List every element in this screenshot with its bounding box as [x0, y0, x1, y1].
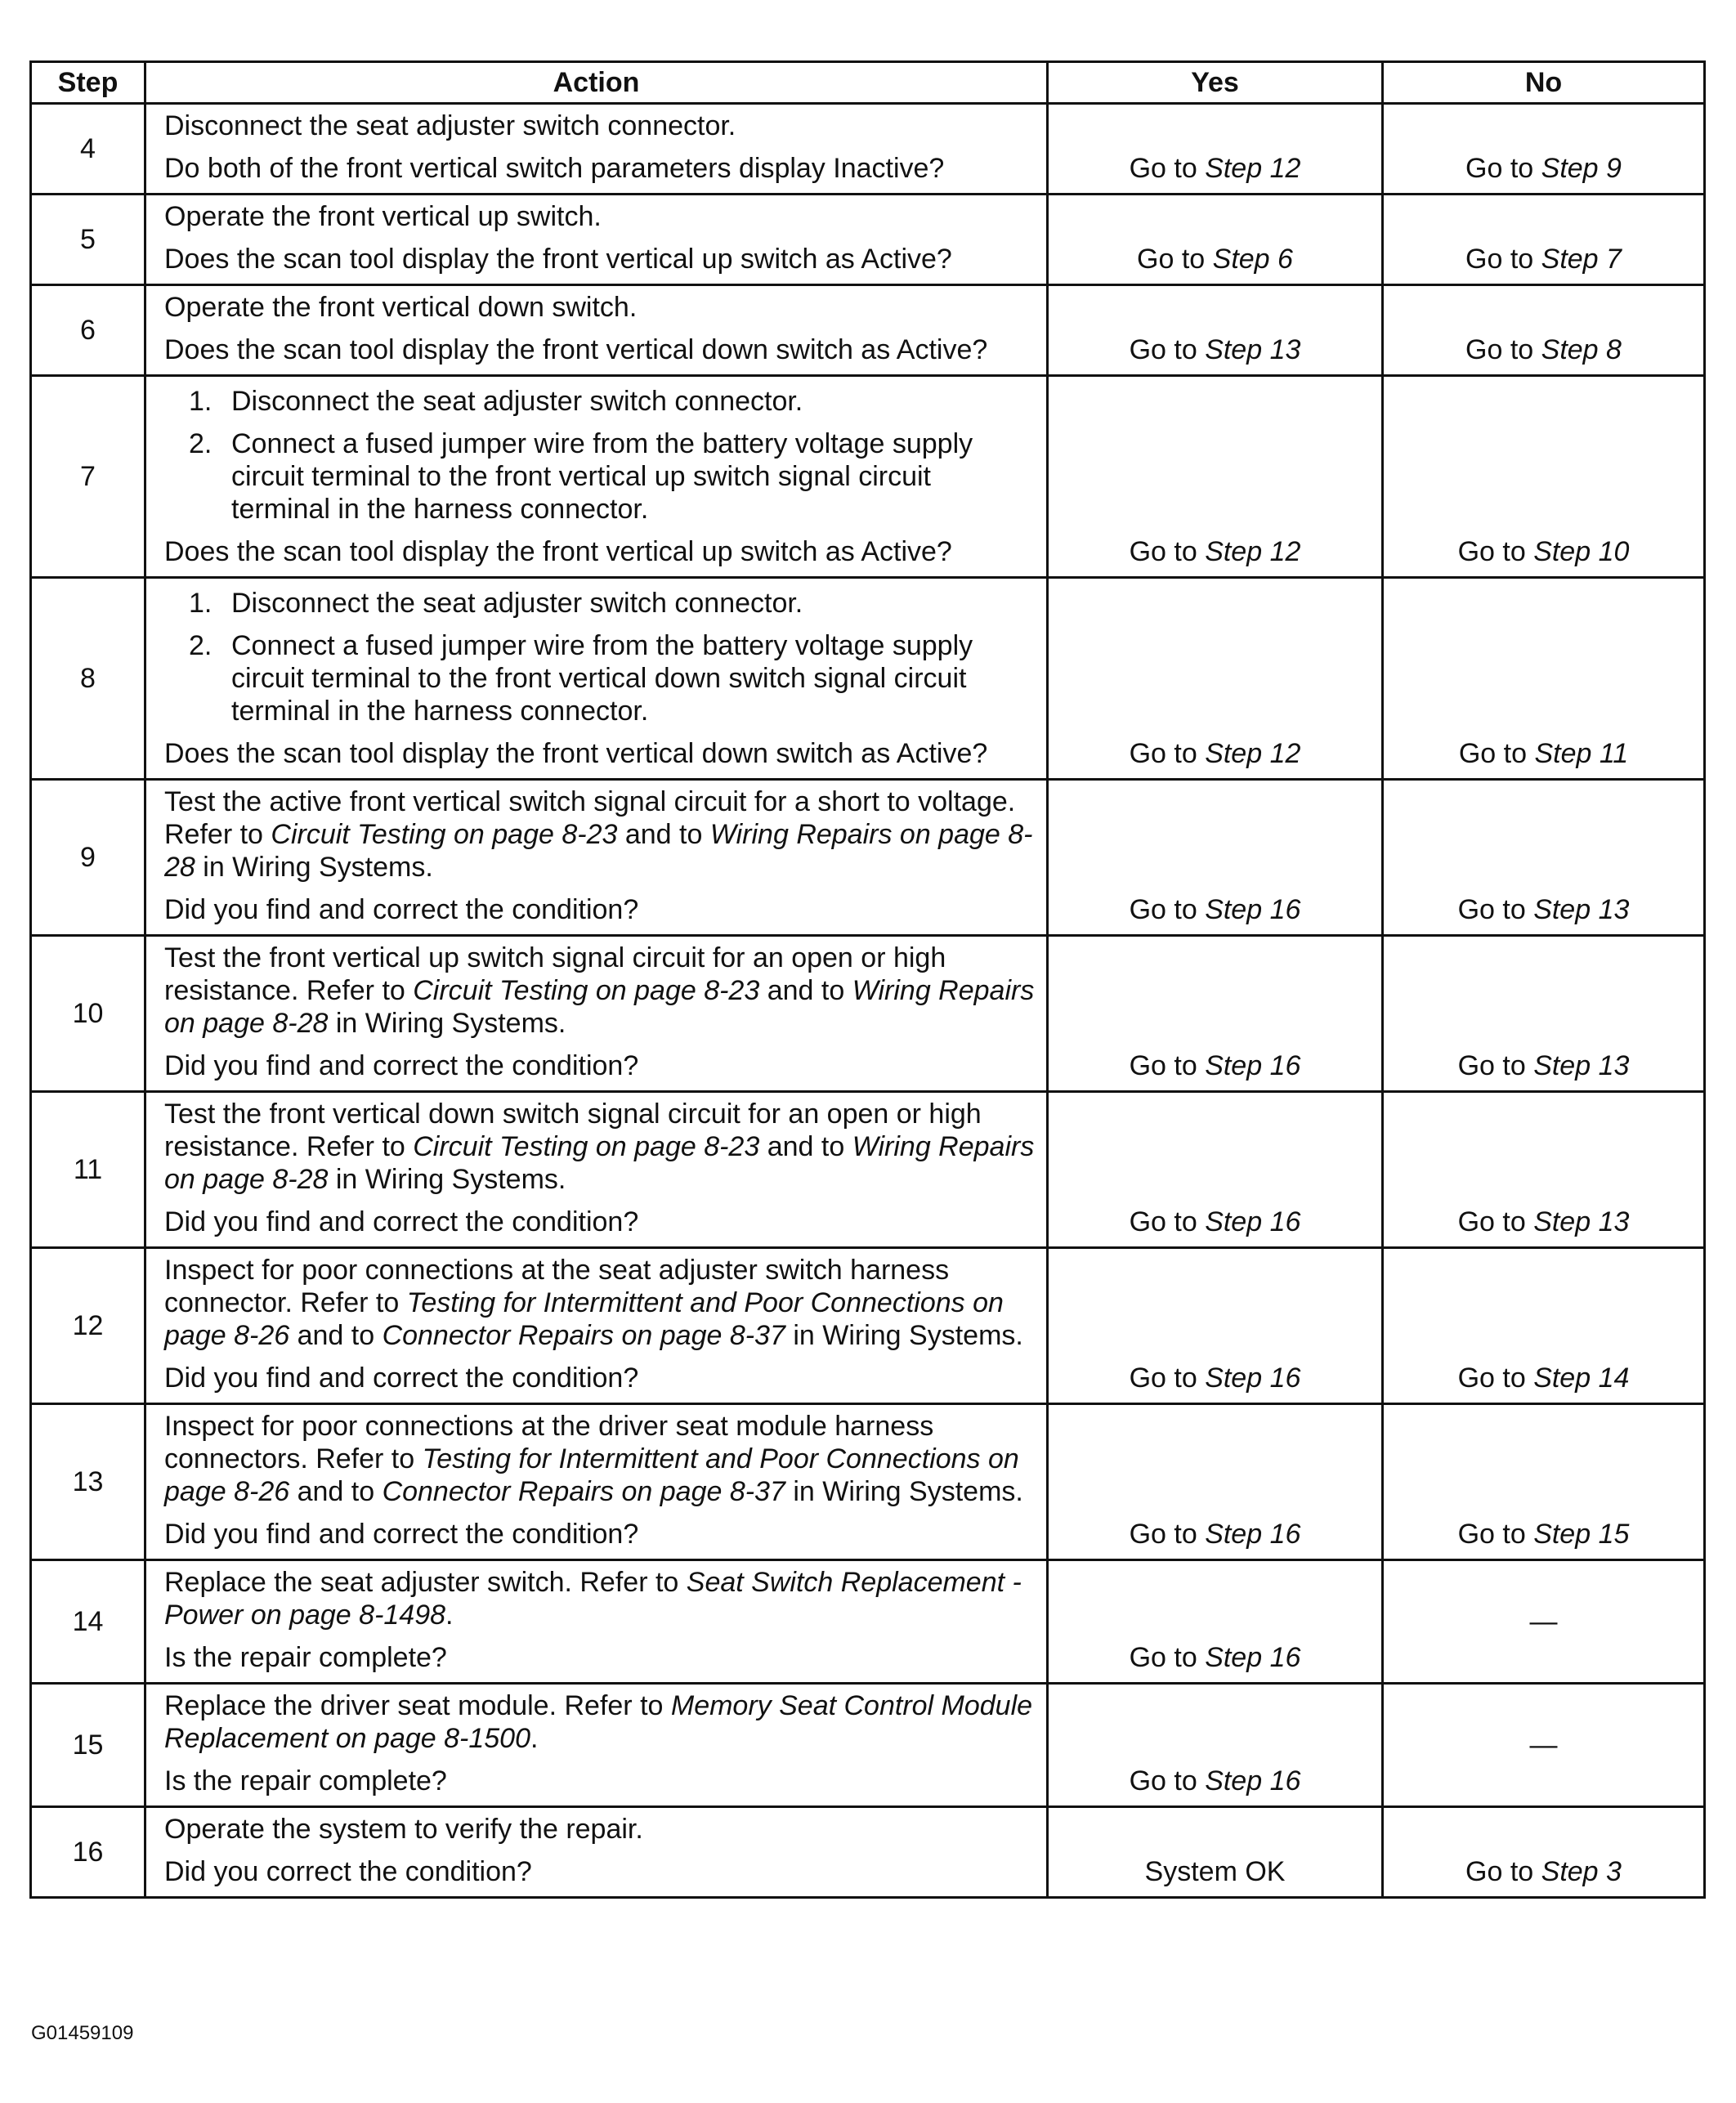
no-result-text: Go to: [1457, 1362, 1534, 1394]
action-text: and to: [289, 1320, 383, 1351]
table-row: [31, 104, 1705, 195]
no-result-text: Go to: [1457, 894, 1534, 925]
action-text: and to: [759, 975, 852, 1006]
no-result-text: —: [1529, 1606, 1558, 1637]
action-text: Operate the front vertical up switch.: [164, 201, 602, 232]
table-row: [31, 780, 1705, 936]
no-result-text: Go to: [1465, 1856, 1541, 1887]
substep-list: [164, 587, 1036, 727]
action-text: Replace the driver seat module. Refer to: [164, 1690, 671, 1721]
action-text: Did you find and correct the condition?: [164, 1362, 639, 1394]
action-text: and to: [759, 1131, 852, 1162]
action-cell: [145, 578, 1048, 780]
yes-result-text: Go to: [1129, 738, 1206, 769]
no-result: [1383, 1807, 1705, 1898]
cross-reference: Wiring Repairs on page 8-28: [164, 1131, 1035, 1195]
cross-reference: Seat Switch Replacement - Power on page 8-1498: [164, 1567, 1022, 1631]
yes-result-text: Go to: [1129, 334, 1206, 365]
substep-list: [164, 385, 1036, 526]
no-step-link[interactable]: Step 15: [1533, 1519, 1630, 1550]
yes-result: [1048, 285, 1383, 376]
table-row: [31, 376, 1705, 578]
action-text: Inspect for poor connections at the driver seat module harness connectors. Refer to: [164, 1411, 934, 1474]
yes-step-link[interactable]: Step 16: [1205, 894, 1301, 925]
action-text: Is the repair complete?: [164, 1765, 447, 1796]
yes-result: [1048, 936, 1383, 1092]
action-paragraph: [164, 1410, 1036, 1508]
table-row: [31, 1404, 1705, 1560]
yes-result: [1048, 1248, 1383, 1404]
no-result: [1383, 936, 1705, 1092]
action-paragraph: [164, 1206, 1036, 1238]
no-result-text: Go to: [1465, 153, 1541, 184]
action-text: Inspect for poor connections at the seat adjuster switch harness connector. Refer to: [164, 1255, 950, 1318]
yes-step-link[interactable]: Step 12: [1205, 536, 1301, 567]
no-step-link[interactable]: Step 13: [1533, 894, 1630, 925]
table-row: [31, 1092, 1705, 1248]
action-text: Does the scan tool display the front vertical up switch as Active?: [164, 244, 952, 275]
no-result: [1383, 1092, 1705, 1248]
substep-item: [164, 427, 1036, 526]
action-text: and to: [289, 1476, 383, 1507]
yes-result: [1048, 1092, 1383, 1248]
action-paragraph: [164, 333, 1036, 366]
cross-reference: Wiring Repairs on page 8-28: [164, 975, 1035, 1039]
no-result-text: Go to: [1457, 1206, 1534, 1237]
step-number: 11: [31, 1092, 145, 1248]
action-paragraph: [164, 893, 1036, 926]
diagnostic-table: [29, 60, 1706, 1899]
cross-reference: Testing for Intermittent and Poor Connections on page 8-26: [164, 1287, 1004, 1351]
yes-result-text: Go to: [1129, 1765, 1206, 1796]
action-paragraph: [164, 152, 1036, 185]
action-paragraph: [164, 110, 1036, 142]
cross-reference: Wiring Repairs on page 8-28: [164, 819, 1033, 883]
yes-result: [1048, 578, 1383, 780]
action-text: in Wiring Systems.: [328, 1008, 566, 1039]
action-paragraph: [164, 1689, 1036, 1755]
action-text: Connect a fused jumper wire from the battery voltage supply circuit terminal to the front vertical up switch signal circuit terminal in the harness connector.: [231, 428, 973, 525]
no-result-text: Go to: [1465, 244, 1541, 275]
cross-reference: Circuit Testing on page 8-23: [413, 1131, 760, 1162]
action-cell: [145, 1248, 1048, 1404]
no-result-text: Go to: [1457, 1519, 1534, 1550]
substep-item: [164, 385, 1036, 418]
yes-step-link[interactable]: Step 16: [1205, 1765, 1301, 1796]
no-step-link[interactable]: Step 11: [1534, 738, 1629, 769]
action-text: Did you find and correct the condition?: [164, 1519, 639, 1550]
action-paragraph: [164, 200, 1036, 233]
step-number: 12: [31, 1248, 145, 1404]
yes-result: [1048, 780, 1383, 936]
action-paragraph: [164, 942, 1036, 1040]
action-cell: [145, 1684, 1048, 1807]
yes-result-text: Go to: [1129, 1050, 1206, 1081]
header-no: No: [1383, 62, 1705, 104]
yes-step-link[interactable]: Step 12: [1205, 738, 1301, 769]
yes-step-link[interactable]: Step 6: [1212, 244, 1293, 275]
no-result: [1383, 1684, 1705, 1807]
action-cell: [145, 285, 1048, 376]
action-text: Does the scan tool display the front vertical down switch as Active?: [164, 334, 988, 365]
no-result: [1383, 578, 1705, 780]
cross-reference: Circuit Testing on page 8-23: [271, 819, 618, 850]
yes-step-link[interactable]: Step 12: [1205, 153, 1301, 184]
yes-result: [1048, 1560, 1383, 1684]
action-cell: [145, 195, 1048, 285]
no-step-link[interactable]: Step 3: [1541, 1856, 1622, 1887]
no-result: [1383, 104, 1705, 195]
yes-result-text: Go to: [1129, 536, 1206, 567]
substep-number: 1.: [189, 588, 213, 619]
cross-reference: Connector Repairs on page 8-37: [382, 1476, 785, 1507]
table-row: [31, 1807, 1705, 1898]
action-paragraph: [164, 243, 1036, 275]
substep-number: 1.: [189, 386, 213, 417]
action-paragraph: [164, 785, 1036, 884]
no-result: [1383, 195, 1705, 285]
substep-number: 2.: [189, 428, 213, 459]
step-number: 7: [31, 376, 145, 578]
substep-number: 2.: [189, 630, 213, 661]
table-row: [31, 1560, 1705, 1684]
action-text: Did you correct the condition?: [164, 1856, 532, 1887]
yes-result-text: Go to: [1129, 1206, 1206, 1237]
no-result: [1383, 1404, 1705, 1560]
action-text: Did you find and correct the condition?: [164, 1050, 639, 1081]
action-text: and to: [617, 819, 710, 850]
no-result-text: Go to: [1457, 536, 1534, 567]
action-text: Disconnect the seat adjuster switch connector.: [164, 110, 736, 141]
step-number: 4: [31, 104, 145, 195]
action-text: Did you find and correct the condition?: [164, 894, 639, 925]
action-text: Did you find and correct the condition?: [164, 1206, 639, 1237]
action-text: Does the scan tool display the front vertical down switch as Active?: [164, 738, 988, 769]
action-text: Is the repair complete?: [164, 1642, 447, 1673]
table-header-row: [31, 62, 1705, 104]
table-row: [31, 578, 1705, 780]
yes-step-link[interactable]: Step 16: [1205, 1642, 1301, 1673]
step-number: 16: [31, 1807, 145, 1898]
action-text: Operate the front vertical down switch.: [164, 292, 638, 323]
action-cell: [145, 1404, 1048, 1560]
action-text: in Wiring Systems.: [195, 852, 433, 883]
no-result-text: Go to: [1457, 1050, 1534, 1081]
action-paragraph: [164, 1855, 1036, 1888]
cross-reference: Circuit Testing on page 8-23: [413, 975, 760, 1006]
action-text: Disconnect the seat adjuster switch connector.: [231, 386, 803, 417]
yes-result-text: Go to: [1129, 1362, 1206, 1394]
action-paragraph: [164, 1765, 1036, 1797]
step-number: 5: [31, 195, 145, 285]
no-result: [1383, 1248, 1705, 1404]
yes-result-text: Go to: [1129, 1642, 1206, 1673]
action-paragraph: [164, 1566, 1036, 1631]
yes-step-link[interactable]: Step 13: [1205, 334, 1301, 365]
action-paragraph: [164, 535, 1036, 568]
step-number: 14: [31, 1560, 145, 1684]
action-cell: [145, 1560, 1048, 1684]
table-row: [31, 936, 1705, 1092]
action-text: in Wiring Systems.: [785, 1476, 1023, 1507]
cross-reference: Memory Seat Control Module Replacement on page 8-1500: [164, 1690, 1033, 1754]
action-cell: [145, 936, 1048, 1092]
action-paragraph: [164, 737, 1036, 770]
yes-result: [1048, 104, 1383, 195]
action-text: Test the front vertical up switch signal circuit for an open or high resistance. Refer to: [164, 942, 946, 1006]
action-paragraph: [164, 1254, 1036, 1352]
no-result: [1383, 285, 1705, 376]
yes-result-text: Go to: [1129, 1519, 1206, 1550]
step-number: 9: [31, 780, 145, 936]
yes-result: [1048, 1807, 1383, 1898]
no-result: [1383, 780, 1705, 936]
yes-step-link[interactable]: Step 16: [1205, 1519, 1301, 1550]
action-text: .: [530, 1723, 539, 1754]
substep-item: [164, 587, 1036, 620]
step-number: 15: [31, 1684, 145, 1807]
no-step-link[interactable]: Step 8: [1541, 334, 1622, 365]
table-body: [31, 104, 1705, 1898]
step-number: 6: [31, 285, 145, 376]
action-text: Does the scan tool display the front vertical up switch as Active?: [164, 536, 952, 567]
action-paragraph: [164, 1813, 1036, 1846]
yes-result: [1048, 376, 1383, 578]
yes-result: [1048, 1684, 1383, 1807]
action-text: .: [445, 1600, 454, 1631]
action-cell: [145, 376, 1048, 578]
no-step-link[interactable]: Step 10: [1533, 536, 1630, 567]
yes-result: [1048, 195, 1383, 285]
table-row: [31, 285, 1705, 376]
no-step-link[interactable]: Step 7: [1541, 244, 1622, 275]
no-result: [1383, 376, 1705, 578]
yes-result-text: Go to: [1137, 244, 1213, 275]
yes-result: [1048, 1404, 1383, 1560]
step-number: 10: [31, 936, 145, 1092]
no-result: [1383, 1560, 1705, 1684]
cross-reference: Testing for Intermittent and Poor Connections on page 8-26: [164, 1443, 1019, 1507]
action-paragraph: [164, 291, 1036, 324]
no-step-link[interactable]: Step 14: [1533, 1362, 1630, 1394]
action-text: Do both of the front vertical switch parameters display Inactive?: [164, 153, 945, 184]
action-paragraph: [164, 1641, 1036, 1674]
action-text: Test the active front vertical switch signal circuit for a short to voltage. Refer to: [164, 786, 1016, 850]
action-text: Operate the system to verify the repair.: [164, 1814, 643, 1845]
action-paragraph: [164, 1518, 1036, 1550]
action-cell: [145, 1092, 1048, 1248]
action-text: Disconnect the seat adjuster switch connector.: [231, 588, 803, 619]
no-result-text: —: [1529, 1729, 1558, 1761]
figure-id: G01459109: [31, 2022, 134, 2044]
no-step-link[interactable]: Step 13: [1533, 1206, 1630, 1237]
action-paragraph: [164, 1049, 1036, 1082]
action-text: in Wiring Systems.: [785, 1320, 1023, 1351]
action-text: Test the front vertical down switch signal circuit for an open or high resistance. Refer to: [164, 1098, 982, 1162]
no-result-text: Go to: [1465, 334, 1541, 365]
yes-step-link[interactable]: Step 16: [1205, 1206, 1301, 1237]
yes-step-link[interactable]: Step 16: [1205, 1050, 1301, 1081]
table-row: [31, 1248, 1705, 1404]
action-text: Connect a fused jumper wire from the battery voltage supply circuit terminal to the front vertical down switch signal circuit terminal in the harness connector.: [231, 630, 973, 727]
header-yes: Yes: [1048, 62, 1383, 104]
no-step-link[interactable]: Step 13: [1533, 1050, 1630, 1081]
action-paragraph: [164, 1362, 1036, 1394]
table-row: [31, 195, 1705, 285]
header-action: Action: [145, 62, 1048, 104]
no-step-link[interactable]: Step 9: [1541, 153, 1622, 184]
cross-reference: Connector Repairs on page 8-37: [382, 1320, 785, 1351]
action-cell: [145, 1807, 1048, 1898]
no-result-text: Go to: [1458, 738, 1535, 769]
step-number: 8: [31, 578, 145, 780]
header-step: Step: [31, 62, 145, 104]
action-cell: [145, 104, 1048, 195]
action-text: Replace the seat adjuster switch. Refer to: [164, 1567, 687, 1598]
yes-result-text: Go to: [1129, 153, 1206, 184]
action-paragraph: [164, 1098, 1036, 1196]
yes-step-link[interactable]: Step 16: [1205, 1362, 1301, 1394]
step-number: 13: [31, 1404, 145, 1560]
substep-item: [164, 629, 1036, 727]
action-text: in Wiring Systems.: [328, 1164, 566, 1195]
yes-result-text: System OK: [1144, 1856, 1286, 1887]
yes-result-text: Go to: [1129, 894, 1206, 925]
action-cell: [145, 780, 1048, 936]
table-row: [31, 1684, 1705, 1807]
